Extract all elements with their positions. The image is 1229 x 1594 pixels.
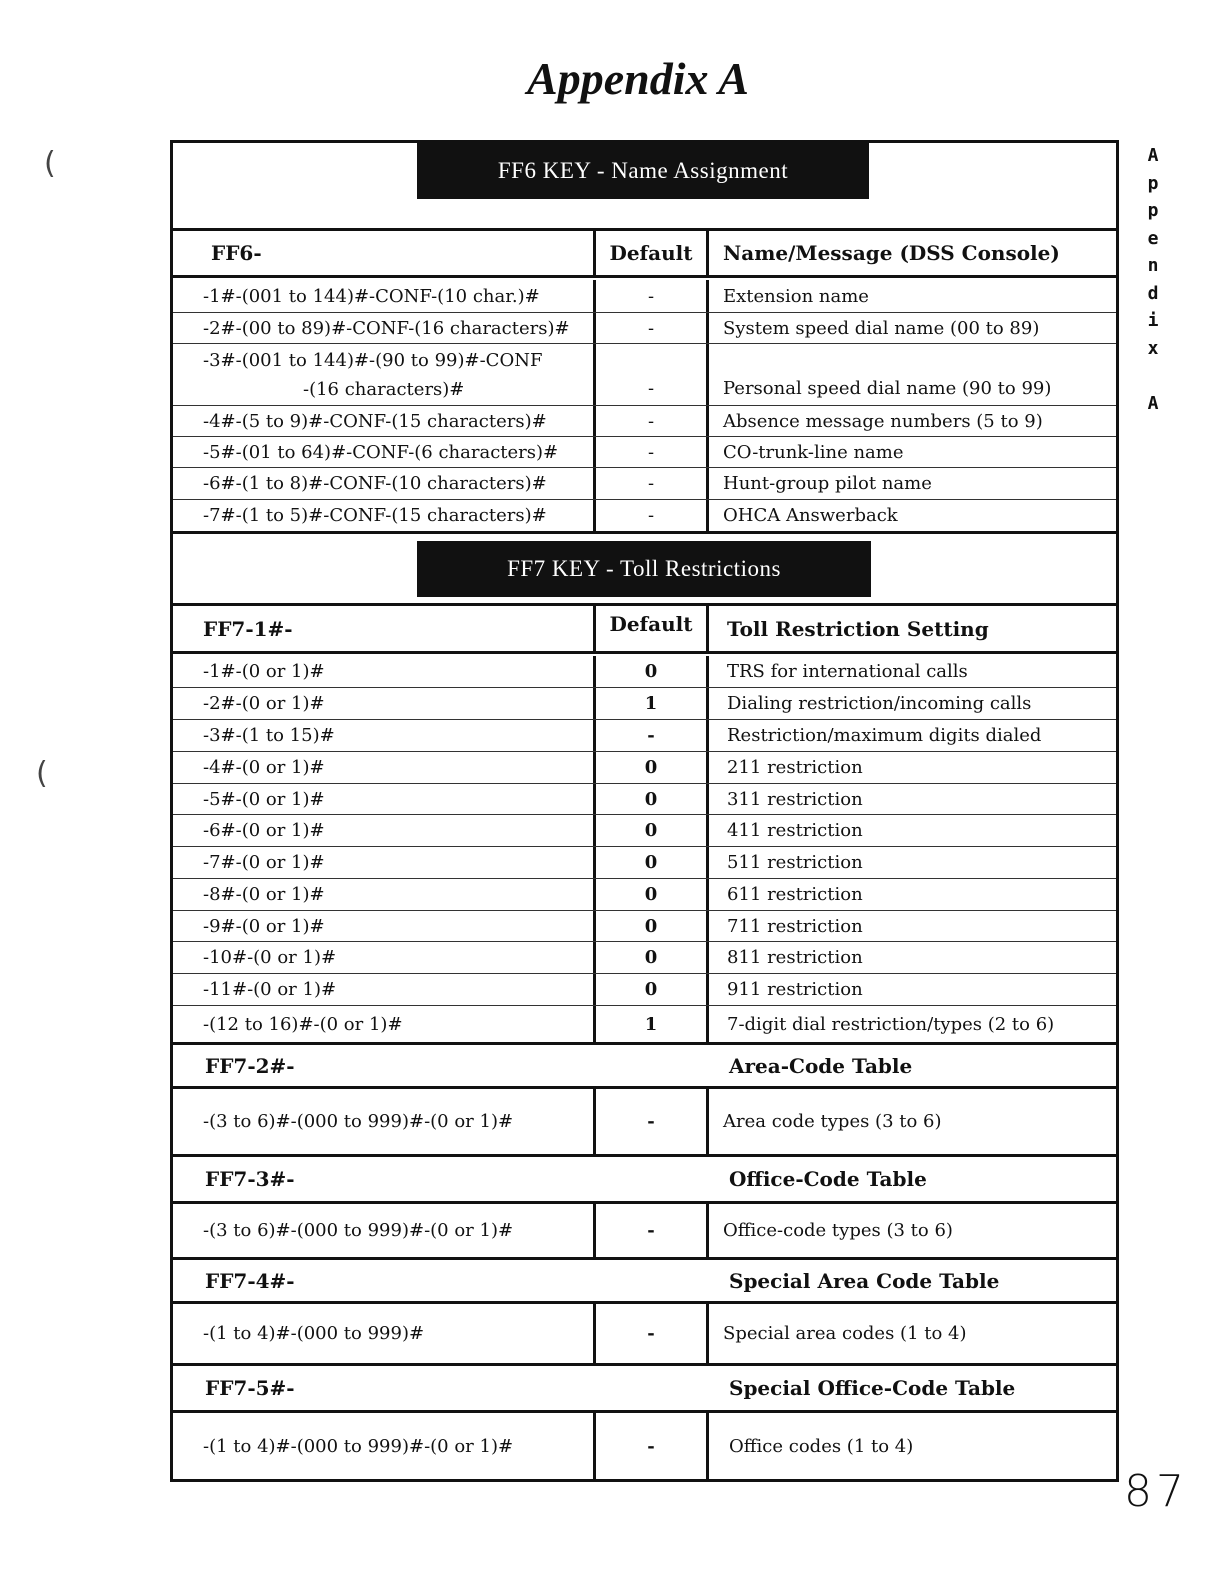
ff7-header-desc: Toll Restriction Setting [727, 616, 989, 641]
table-row [173, 1413, 1116, 1479]
row-code: -(3 to 6)#-(000 to 999)#-(0 or 1)# [203, 1220, 514, 1241]
page-number: 87 [1124, 1466, 1188, 1517]
section-table-name: Area-Code Table [729, 1053, 913, 1078]
row-code: -9#-(0 or 1)# [203, 915, 325, 937]
row-default: 1 [593, 688, 709, 719]
section-header [173, 1366, 1116, 1413]
table-row [173, 688, 1116, 720]
row-default: 1 [593, 1006, 709, 1042]
ff7-banner: FF7 KEY - Toll Restrictions [417, 541, 871, 597]
section-header [173, 1045, 1116, 1089]
table-row [173, 500, 1116, 534]
table-row [173, 847, 1116, 879]
row-code: -5#-(01 to 64)#-CONF-(6 characters)# [203, 441, 559, 463]
table-row [173, 1006, 1116, 1045]
row-code: -6#-(1 to 8)#-CONF-(10 characters)# [203, 473, 547, 494]
row-default: - [593, 468, 709, 499]
binder-hole-mark: ( [36, 756, 48, 791]
row-default: - [593, 280, 709, 312]
row-default: - [593, 406, 709, 436]
side-tab-letter: A [1147, 392, 1159, 414]
ff6-header-desc: Name/Message (DSS Console) [723, 241, 1060, 265]
row-default: - [593, 1204, 709, 1257]
ff7-header-row [173, 606, 1116, 654]
row-default: - [593, 1413, 709, 1479]
ff6-banner-area [173, 143, 1116, 231]
side-tab-letter: i [1147, 310, 1159, 331]
row-code: -(12 to 16)#-(0 or 1)# [203, 1013, 403, 1035]
row-code-line1: -3#-(001 to 144)#-(90 to 99)#-CONF [203, 349, 543, 371]
reference-table [170, 140, 1119, 1482]
side-tab-label [1143, 142, 1163, 417]
row-code: -(1 to 4)#-(000 to 999)#-(0 or 1)# [203, 1435, 514, 1457]
row-code: -2#-(00 to 89)#-CONF-(16 characters)# [203, 317, 570, 339]
binder-hole-mark: ( [44, 146, 56, 181]
row-desc: 211 restriction [727, 757, 863, 778]
side-tab-letter [1143, 362, 1163, 390]
row-code: -4#-(0 or 1)# [203, 757, 325, 778]
row-desc: 911 restriction [727, 979, 863, 1000]
section-header [173, 1157, 1116, 1204]
row-code: -7#-(1 to 5)#-CONF-(15 characters)# [203, 505, 547, 526]
row-code: -11#-(0 or 1)# [203, 979, 337, 1000]
row-desc: Area code types (3 to 6) [723, 1111, 942, 1132]
section-key: FF7-2#- [205, 1053, 295, 1078]
table-row [173, 656, 1116, 688]
row-default: - [593, 500, 709, 531]
row-default: 0 [593, 815, 709, 846]
ff6-header-default: Default [593, 231, 709, 275]
ff6-header-row [173, 231, 1116, 278]
row-default: 0 [593, 656, 709, 687]
row-default: 0 [593, 879, 709, 910]
row-desc: 811 restriction [727, 947, 863, 968]
side-tab-letter: e [1147, 227, 1159, 249]
row-desc: 7-digit dial restriction/types (2 to 6) [727, 1013, 1055, 1035]
row-default: - [593, 313, 709, 343]
row-default: 0 [593, 847, 709, 878]
row-desc: System speed dial name (00 to 89) [723, 317, 1040, 339]
table-row [173, 911, 1116, 942]
side-tab-letter: n [1147, 255, 1159, 276]
row-default: 0 [593, 911, 709, 941]
section-key: FF7-5#- [205, 1376, 295, 1400]
row-default: - [593, 1304, 709, 1363]
table-row [173, 313, 1116, 344]
table-row [173, 974, 1116, 1006]
row-code: -1#-(001 to 144)#-CONF-(10 char.)# [203, 285, 540, 307]
table-row [173, 815, 1116, 847]
table-row [173, 720, 1116, 752]
side-tab-letter: A [1147, 145, 1159, 166]
ff6-banner: FF6 KEY - Name Assignment [417, 143, 869, 199]
row-desc: Special area codes (1 to 4) [723, 1323, 967, 1344]
table-row [173, 879, 1116, 911]
table-row [173, 437, 1116, 468]
table-row [173, 942, 1116, 974]
row-code: -3#-(1 to 15)# [203, 725, 335, 746]
table-row [173, 406, 1116, 437]
section-key: FF7-4#- [205, 1268, 295, 1293]
row-code: -2#-(0 or 1)# [203, 693, 325, 714]
row-code: -10#-(0 or 1)# [203, 947, 337, 968]
row-desc: Restriction/maximum digits dialed [727, 725, 1042, 746]
row-default: - [593, 1089, 709, 1154]
table-row [173, 344, 1116, 406]
ff7-header-key: FF7-1#- [203, 616, 293, 641]
side-tab-letter: p [1147, 200, 1159, 221]
table-row [173, 1089, 1116, 1157]
row-desc: Office codes (1 to 4) [729, 1435, 914, 1457]
row-code: -(3 to 6)#-(000 to 999)#-(0 or 1)# [203, 1111, 514, 1132]
row-desc: 511 restriction [727, 852, 863, 873]
row-desc: Office-code types (3 to 6) [723, 1220, 953, 1241]
section-table-name: Special Area Code Table [729, 1268, 1000, 1293]
row-code: -6#-(0 or 1)# [203, 820, 325, 841]
ff7-banner-area [173, 534, 1116, 606]
row-code: -8#-(0 or 1)# [203, 884, 325, 905]
row-desc: 311 restriction [727, 788, 863, 810]
row-desc: TRS for international calls [727, 661, 968, 682]
ff6-header-key: FF6- [211, 241, 262, 265]
table-row [173, 752, 1116, 784]
row-default: 0 [593, 974, 709, 1005]
row-desc: Extension name [723, 285, 869, 307]
row-desc: CO-trunk-line name [723, 441, 904, 463]
row-code [173, 344, 593, 405]
side-tab-letter: p [1147, 172, 1159, 194]
row-desc: Hunt-group pilot name [723, 473, 932, 494]
row-code: -4#-(5 to 9)#-CONF-(15 characters)# [203, 410, 547, 432]
row-default: 0 [593, 752, 709, 783]
page-title: Appendix A [527, 53, 749, 104]
section-table-name: Special Office-Code Table [729, 1376, 1016, 1400]
row-default: 0 [593, 942, 709, 973]
row-desc: 411 restriction [727, 820, 863, 841]
table-row [173, 784, 1116, 815]
row-code: -7#-(0 or 1)# [203, 852, 325, 873]
table-row [173, 1304, 1116, 1366]
row-default: 0 [593, 784, 709, 814]
row-code: -(1 to 4)#-(000 to 999)# [203, 1323, 425, 1344]
row-default: - [593, 720, 709, 751]
row-desc: 611 restriction [727, 884, 863, 905]
table-row [173, 280, 1116, 313]
table-row [173, 1204, 1116, 1260]
row-code: -5#-(0 or 1)# [203, 788, 325, 810]
row-code: -1#-(0 or 1)# [203, 661, 325, 682]
section-table-name: Office-Code Table [729, 1167, 927, 1191]
table-row [173, 468, 1116, 500]
row-desc: Dialing restriction/incoming calls [727, 693, 1032, 714]
row-desc: OHCA Answerback [723, 505, 898, 526]
row-desc: 711 restriction [727, 915, 863, 937]
row-default: - [593, 437, 709, 467]
row-default: - [593, 344, 709, 405]
side-tab-letter: x [1147, 337, 1159, 359]
row-desc: Personal speed dial name (90 to 99) [723, 378, 1052, 399]
row-desc: Absence message numbers (5 to 9) [723, 410, 1043, 432]
section-key: FF7-3#- [205, 1167, 295, 1191]
section-header [173, 1260, 1116, 1304]
side-tab-letter: d [1147, 282, 1159, 304]
ff7-header-default: Default [593, 606, 709, 651]
row-code-line2: -(16 characters)# [303, 378, 465, 400]
